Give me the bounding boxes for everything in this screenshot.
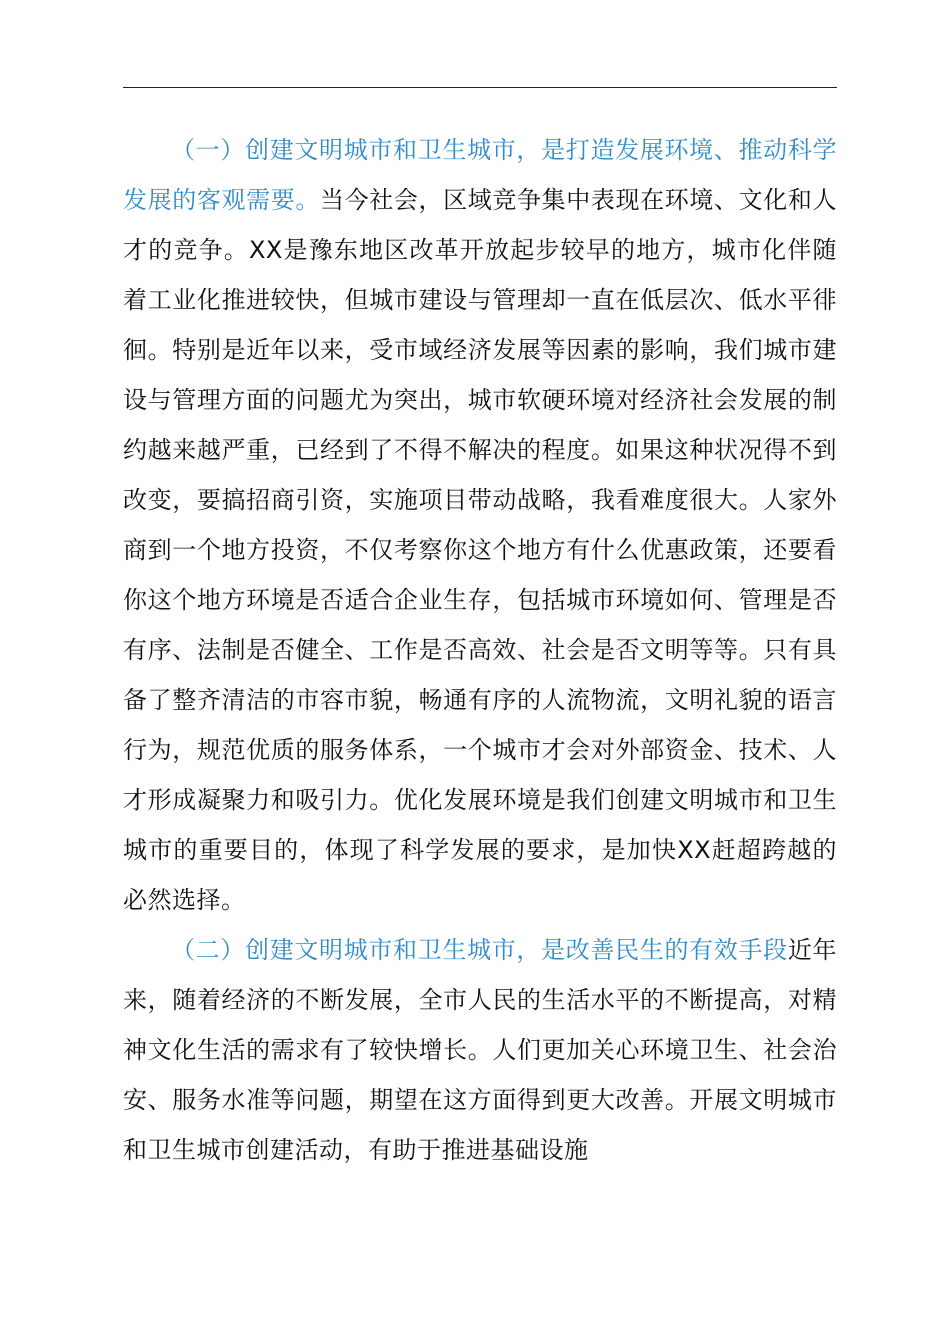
paragraph-section-1 (123, 125, 837, 925)
section-2-heading: （二）创建文明城市和卫生城市，是改善民生的有效手段 (171, 936, 788, 964)
section-1-body: 当今社会，区域竞争集中表现在环境、文化和人才的竞争。XX是豫东地区改革开放起步较早的地方，城市化伴随着工业化推进较快，但城市建设与管理却一直在低层次、低水平徘徊。特别是近年以来，受市域经济发展等因素的影响，我们城市建设与管理方面的问题尤为突出，城市软硬环境对经济社会发展的制约越来越严重，已经到了不得不解决的程度。如果这种状况得不到改变，要搞招商引资，实施项目带动战略，我看难度很大。人家外商到一个地方投资，不仅考察你这个地方有什么优惠政策，还要看你这个地方环境是否适合企业生存，包括城市环境如何、管理是否有序、法制是否健全、工作是否高效、社会是否文明等等。只有具备了整齐清洁的市容市貌，畅通有序的人流物流，文明礼貌的语言行为，规范优质的服务体系，一个城市才会对外部资金、技术、人才形成凝聚力和吸引力。优化发展环境是我们创建文明城市和卫生城市的重要目的，体现了科学发展的要求，是加快XX赶超跨越的必然选择。 (123, 186, 837, 914)
section-1-heading: （一）创建文明城市和卫生城市，是打造发展环境、推动科学发展的客观需要。 (123, 136, 837, 214)
header-rule (123, 87, 837, 88)
paragraph-section-2 (123, 925, 837, 1175)
section-2-body: 近年来，随着经济的不断发展，全市人民的生活水平的不断提高，对精神文化生活的需求有了较快增长。人们更加关心环境卫生、社会治安、服务水准等问题，期望在这方面得到更大改善。开展文明城市和卫生城市创建活动，有助于推进基础设施 (123, 936, 838, 1164)
document-body (123, 125, 837, 1175)
